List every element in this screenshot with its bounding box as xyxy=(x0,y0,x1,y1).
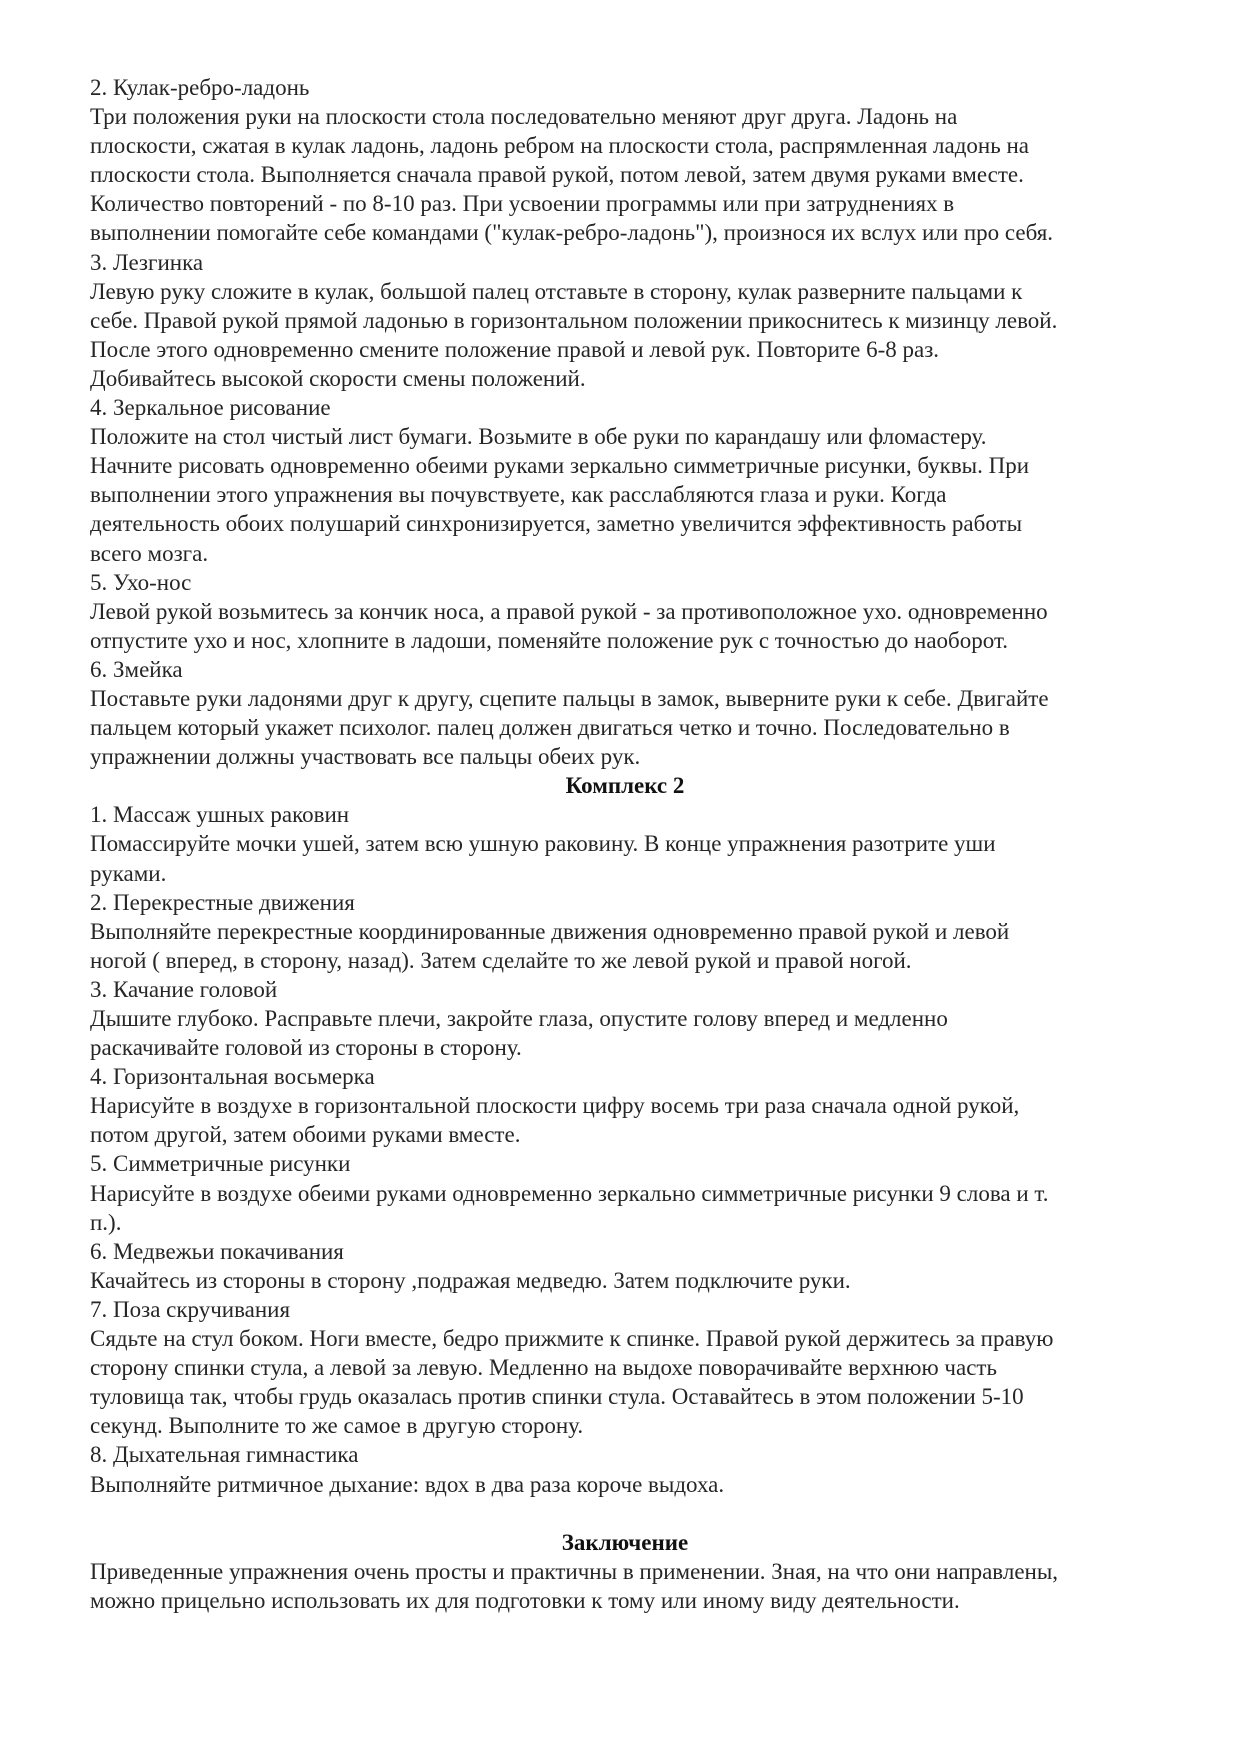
conclusion-text-line: можно прицельно использовать их для подготовки к тому или иному виду деятельности. xyxy=(90,1587,960,1613)
exercise-description-line: Дышите глубоко. Расправьте плечи, закройте глаза, опустите голову вперед и медленно xyxy=(90,1006,948,1031)
exercise-description-line: Сядьте на стул боком. Ноги вместе, бедро прижмите к спинке. Правой рукой держитесь за правую xyxy=(90,1326,1054,1352)
exercise-description-line: Количество повторений - по 8-10 раз. При усвоении программы или при затруднениях в xyxy=(90,191,955,217)
exercise-heading: 6. Змейка xyxy=(90,656,183,682)
exercise-description-line: себе. Правой рукой прямой ладонью в горизонтальном положении прикоснитесь к мизинцу левой. xyxy=(90,307,1058,333)
exercise-description-line: Выполняйте перекрестные координированные движения одновременно правой рукой и левой xyxy=(90,918,1010,944)
exercise-heading: 6. Медвежьи покачивания xyxy=(90,1238,344,1264)
exercise-description-line: выполнении помогайте себе командами ("кулак-ребро-ладонь"), произнося их вслух или про себя. xyxy=(90,220,1054,246)
exercise-description-line: выполнении этого упражнения вы почувствуете, как расслабляются глаза и руки. Когда xyxy=(90,482,947,508)
section-title: Комплекс 2 xyxy=(565,773,685,799)
exercise-description-line: Помассируйте мочки ушей, затем всю ушную раковину. В конце упражнения разотрите уши xyxy=(90,831,996,857)
exercise-heading: 5. Симметричные рисунки xyxy=(90,1151,351,1177)
exercise-description-line: упражнении должны участвовать все пальцы обеих рук. xyxy=(90,744,641,770)
exercise-heading: 8. Дыхательная гимнастика xyxy=(90,1442,359,1468)
exercise-description-line: Выполняйте ритмичное дыхание: вдох в два раза короче выдоха. xyxy=(90,1471,725,1497)
exercise-description-line: Качайтесь из стороны в сторону ,подражая медведю. Затем подключите руки. xyxy=(90,1267,851,1293)
exercise-description-line: сторону спинки стула, а левой за левую. Медленно на выдохе поворачивайте верхнюю часть xyxy=(90,1355,997,1381)
exercise-heading: 2. Кулак-ребро-ладонь xyxy=(90,75,310,100)
exercise-heading: 2. Перекрестные движения xyxy=(90,889,355,915)
exercise-description-line: плоскости, сжатая в кулак ладонь, ладонь ребром на плоскости стола, распрямленная ладонь на xyxy=(90,133,1029,159)
exercise-description-line: п.). xyxy=(90,1209,122,1235)
conclusion-text-line: Приведенные упражнения очень просты и практичны в применении. Зная, на что они направлены, xyxy=(90,1558,1059,1584)
exercise-description-line: деятельность обоих полушарий синхронизируется, заметно увеличится эффективность работы xyxy=(90,511,1023,537)
exercise-description-line: Поставьте руки ладонями друг к другу, сцепите пальцы в замок, выверните руки к себе. Двигайте xyxy=(90,685,1049,711)
exercise-heading: 4. Горизонтальная восьмерка xyxy=(90,1064,375,1090)
exercise-heading: 3. Качание головой xyxy=(90,976,278,1002)
exercise-description-line: отпустите ухо и нос, хлопните в ладоши, поменяйте положение рук с точностью до наоборот. xyxy=(90,627,1009,653)
exercise-description-line: потом другой, затем обоими руками вместе. xyxy=(90,1122,521,1148)
exercise-description-line: Добивайтесь высокой скорости смены положений. xyxy=(90,365,586,391)
exercise-description-line: ногой ( вперед, в сторону, назад). Затем сделайте то же левой рукой и правой ногой. xyxy=(90,947,912,973)
exercise-description-line: Три положения руки на плоскости стола последовательно меняют друг друга. Ладонь на xyxy=(90,104,958,130)
exercise-heading: 5. Ухо-нос xyxy=(90,569,192,595)
exercise-heading: 3. Лезгинка xyxy=(90,249,204,275)
exercise-description-line: плоскости стола. Выполняется сначала правой рукой, потом левой, затем двумя руками вместе. xyxy=(90,162,1024,188)
exercise-description-line: раскачивайте головой из стороны в сторону. xyxy=(90,1035,522,1061)
exercise-description-line: туловища так, чтобы грудь оказалась против спинки стула. Оставайтесь в этом положении 5-10 xyxy=(90,1384,1024,1410)
section-title: Заключение xyxy=(561,1529,689,1555)
exercise-description-line: секунд. Выполните то же самое в другую сторону. xyxy=(90,1413,584,1439)
exercise-description-line: пальцем который укажет психолог. палец должен двигаться четко и точно. Последовательно в xyxy=(90,715,1010,741)
exercise-description-line: руками. xyxy=(90,860,167,886)
blank-line xyxy=(90,1499,1160,1528)
exercise-heading: 1. Массаж ушных раковин xyxy=(90,802,350,828)
exercise-description-line: Нарисуйте в воздухе обеими руками одновременно зеркально симметричные рисунки 9 слова и т. xyxy=(90,1180,1049,1206)
exercise-heading: 7. Поза скручивания xyxy=(90,1296,291,1322)
exercise-heading: 4. Зеркальное рисование xyxy=(90,395,331,421)
exercise-description-line: Левую руку сложите в кулак, большой палец отставьте в сторону, кулак разверните пальцами к xyxy=(90,278,1023,304)
exercise-description-line: Положите на стол чистый лист бумаги. Возьмите в обе руки по карандашу или фломастеру. xyxy=(90,424,987,450)
exercise-description-line: Левой рукой возьмитесь за кончик носа, а правой рукой - за противоположное ухо. одновременно xyxy=(90,598,1048,624)
exercise-description-line: Нарисуйте в воздухе в горизонтальной плоскости цифру восемь три раза сначала одной рукой, xyxy=(90,1093,1020,1119)
exercise-description-line: всего мозга. xyxy=(90,540,209,566)
exercise-description-line: Начните рисовать одновременно обеими руками зеркально симметричные рисунки, буквы. При xyxy=(90,453,1030,479)
exercise-description-line: После этого одновременно смените положение правой и левой рук. Повторите 6-8 раз. xyxy=(90,336,940,362)
